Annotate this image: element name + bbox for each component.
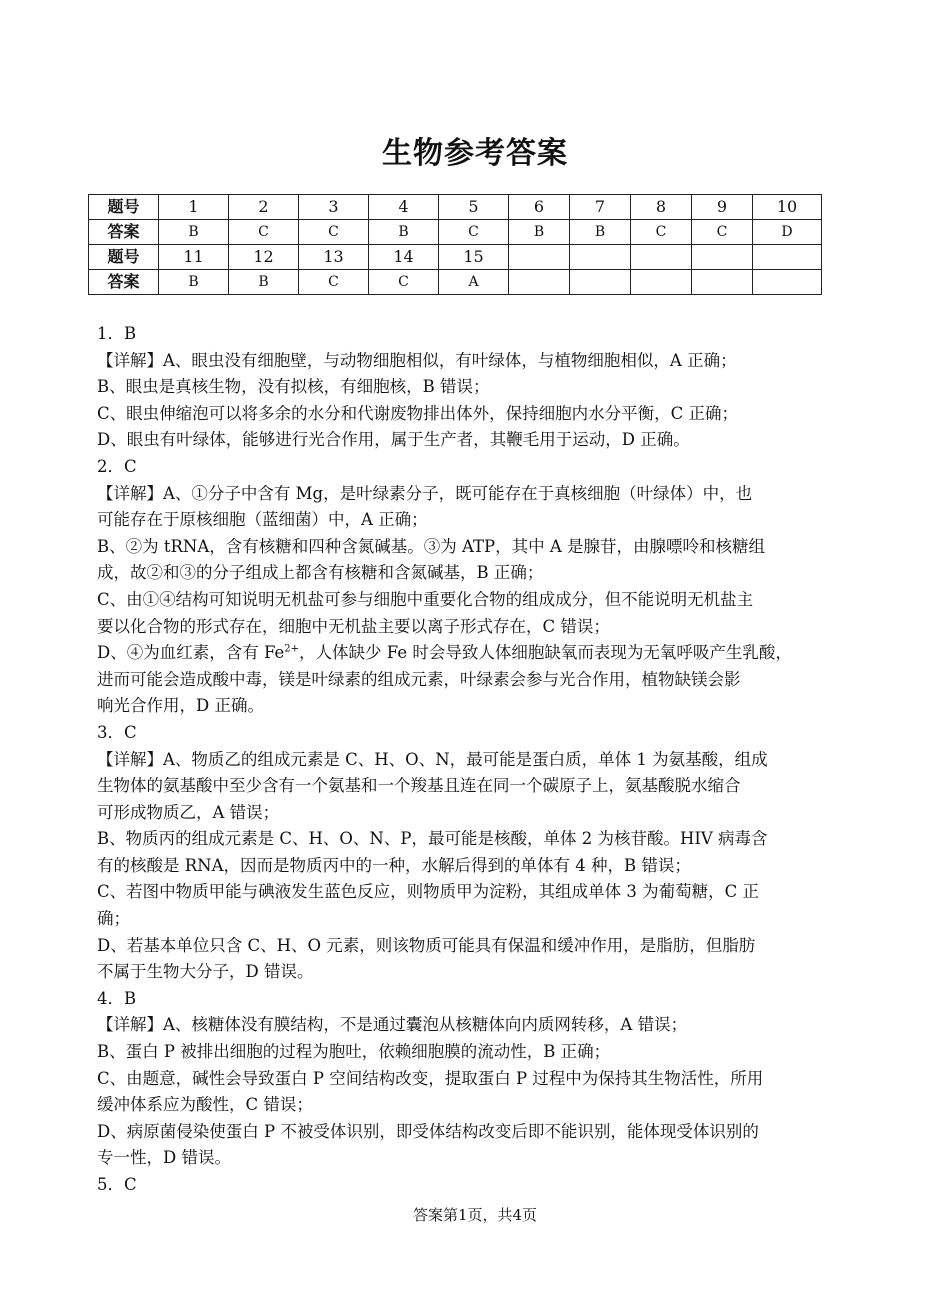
- text-line: C、若图中物质甲能与碘液发生蓝色反应，则物质甲为淀粉，其组成单体 3 为葡萄糖，C 正: [97, 882, 759, 902]
- answer-cell: [753, 270, 822, 295]
- answer-cell: [631, 270, 692, 295]
- text-line: D、病原菌侵染使蛋白 P 不被受体识别，即受体结构改变后即不能识别，能体现受体识别的: [97, 1121, 759, 1141]
- question-number-cell: 14: [369, 245, 439, 270]
- text-fragment: ，人体缺少 Fe 时会导致人体细胞缺氧而表现为无氧呼吸产生乳酸，: [299, 643, 792, 663]
- text-line: C、眼虫伸缩泡可以将多余的水分和代谢废物排出体外，保持细胞内水分平衡，C 正确；: [97, 403, 738, 423]
- question-number-cell: [570, 245, 631, 270]
- text-line: 进而可能会造成酸中毒，镁是叶绿素的组成元素，叶绿素会参与光合作用，植物缺镁会影: [97, 669, 741, 689]
- question-number-cell: 6: [509, 195, 570, 220]
- text-line: B、②为 tRNA，含有核糖和四种含氮碱基。③为 ATP，其中 A 是腺苷，由腺嘌呤和核糖组: [97, 536, 766, 556]
- text-line-fe: [97, 640, 867, 667]
- question-number-cell: 7: [570, 195, 631, 220]
- question-number-cell: 8: [631, 195, 692, 220]
- table-row: [89, 195, 822, 220]
- text-line: 有的核酸是 RNA，因而是物质丙中的一种，水解后得到的单体有 4 种，B 错误；: [97, 855, 691, 875]
- answer-cell: B: [570, 220, 631, 245]
- question-number-cell: 13: [299, 245, 369, 270]
- answer-table: [88, 194, 822, 295]
- text-line: 生物体的氨基酸中至少含有一个氨基和一个羧基且连在同一个碳原子上，氨基酸脱水缩合: [97, 776, 741, 796]
- text-line: 成，故②和③的分子组成上都含有核糖和含氮碱基，B 正确；: [97, 563, 544, 583]
- question-number-cell: 4: [369, 195, 439, 220]
- table-row: [89, 270, 822, 295]
- answer-cell: B: [159, 220, 229, 245]
- table-row-header: 题号: [89, 245, 159, 270]
- answer-explanations: [97, 321, 867, 1199]
- question-number-cell: 5: [439, 195, 509, 220]
- answer-cell: B: [159, 270, 229, 295]
- text-line: B、眼虫是真核生物，没有拟核，有细胞核，B 错误；: [97, 377, 490, 397]
- question-number-cell: [753, 245, 822, 270]
- text-line: B、蛋白 P 被排出细胞的过程为胞吐，依赖细胞膜的流动性，B 正确；: [97, 1042, 611, 1062]
- table-row-header: 答案: [89, 220, 159, 245]
- page-footer: 答案第1页，共4页: [412, 1206, 538, 1224]
- question-number-cell: 11: [159, 245, 229, 270]
- table-row: [89, 220, 822, 245]
- text-fragment: D、④为血红素，含有 Fe: [97, 643, 285, 663]
- answer-cell: C: [299, 220, 369, 245]
- answer-cell: B: [509, 220, 570, 245]
- text-line: C、由题意，碱性会导致蛋白 P 空间结构改变，提取蛋白 P 过程中为保持其生物活性，所用: [97, 1068, 764, 1088]
- question-number-cell: [631, 245, 692, 270]
- text-line: D、若基本单位只含 C、H、O 元素，则该物质可能具有保温和缓冲作用，是脂肪，但脂肪: [97, 935, 756, 955]
- text-line: 【详解】A、核糖体没有膜结构，不是通过囊泡从核糖体向内质网转移，A 错误；: [97, 1015, 688, 1035]
- answer-cell: C: [692, 220, 753, 245]
- answer-cell: [692, 270, 753, 295]
- text-line: 确；: [97, 909, 130, 929]
- table-row: [89, 245, 822, 270]
- answer-cell: C: [439, 220, 509, 245]
- answer-cell: [570, 270, 631, 295]
- table-row-header: 答案: [89, 270, 159, 295]
- answer-cell: B: [369, 220, 439, 245]
- text-line: 专一性，D 错误。: [97, 1148, 231, 1168]
- question-heading: 2．C: [97, 456, 137, 476]
- page-title: 生物参考答案: [382, 136, 568, 171]
- question-number-cell: 2: [229, 195, 299, 220]
- answer-cell: A: [439, 270, 509, 295]
- question-number-cell: 9: [692, 195, 753, 220]
- question-number-cell: 12: [229, 245, 299, 270]
- question-heading: 5．C: [97, 1175, 137, 1194]
- answer-cell: C: [229, 220, 299, 245]
- superscript-charge: 2+: [284, 643, 300, 655]
- question-number-cell: 3: [299, 195, 369, 220]
- answer-cell: [509, 270, 570, 295]
- text-line: 可能存在于原核细胞（蓝细菌）中，A 正确；: [97, 510, 428, 530]
- text-line: 【详解】A、物质乙的组成元素是 C、H、O、N，最可能是蛋白质，单体 1 为氨基酸，组成: [97, 749, 768, 769]
- text-line: 不属于生物大分子，D 错误。: [97, 962, 314, 982]
- text-line: C、由①④结构可知说明无机盐可参与细胞中重要化合物的组成成分，但不能说明无机盐主: [97, 589, 754, 609]
- text-line: 可形成物质乙，A 错误；: [97, 802, 280, 822]
- answer-cell: C: [299, 270, 369, 295]
- text-line: 响光合作用，D 正确。: [97, 696, 264, 716]
- text-line: D、眼虫有叶绿体，能够进行光合作用，属于生产者，其鞭毛用于运动，D 正确。: [97, 430, 690, 450]
- answer-cell: C: [369, 270, 439, 295]
- question-heading: 3．C: [97, 722, 137, 742]
- answer-cell: C: [631, 220, 692, 245]
- table-row-header: 题号: [89, 195, 159, 220]
- question-number-cell: 15: [439, 245, 509, 270]
- answer-cell: B: [229, 270, 299, 295]
- question-number-cell: [692, 245, 753, 270]
- question-number-cell: 10: [753, 195, 822, 220]
- text-line: 缓冲体系应为酸性，C 错误；: [97, 1095, 313, 1115]
- text-line: 【详解】A、眼虫没有细胞壁，与动物细胞相似，有叶绿体，与植物细胞相似，A 正确；: [97, 350, 737, 370]
- text-line: 要以化合物的形式存在，细胞中无机盐主要以离子形式存在，C 错误；: [97, 616, 610, 636]
- text-line: B、物质丙的组成元素是 C、H、O、N、P，最可能是核酸，单体 2 为核苷酸。HIV 病毒含: [97, 829, 768, 849]
- text-line: 【详解】A、①分子中含有 Mg，是叶绿素分子，既可能存在于真核细胞（叶绿体）中，也: [97, 483, 753, 503]
- answer-cell: D: [753, 220, 822, 245]
- question-heading: 4．B: [97, 988, 137, 1008]
- question-number-cell: [509, 245, 570, 270]
- question-number-cell: 1: [159, 195, 229, 220]
- question-heading: 1．B: [97, 324, 137, 343]
